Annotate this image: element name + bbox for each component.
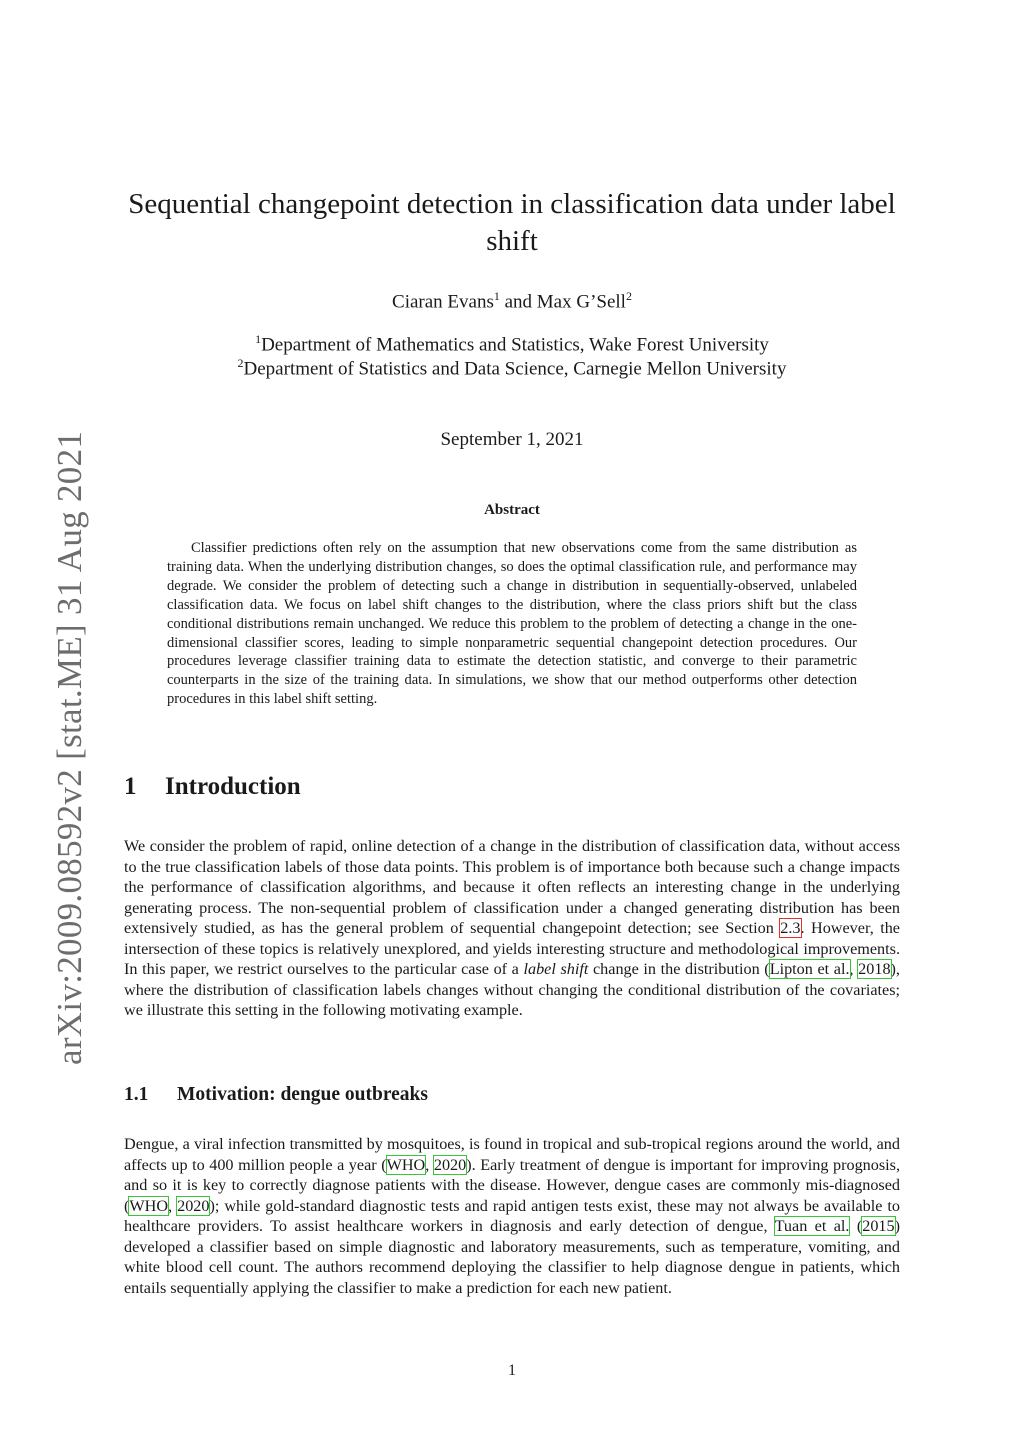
subsection-number: 1.1 bbox=[124, 1084, 149, 1105]
paper-date: September 1, 2021 bbox=[440, 429, 584, 450]
text-run: , bbox=[425, 1155, 434, 1174]
text-run: , bbox=[849, 960, 859, 978]
affiliation bbox=[0, 356, 1024, 380]
text-run: change in the distribution ( bbox=[588, 960, 770, 978]
text-run: . However, the intersection of these topics is relatively unexplored, and yields interesting structure and methodological improvements. In this paper, we restrict ourselves to the particular case of a bbox=[124, 919, 900, 978]
abstract-heading: Abstract bbox=[484, 502, 540, 518]
motivation-paragraph bbox=[124, 1134, 900, 1298]
author-conjunction: and bbox=[499, 291, 537, 313]
abstract-text: Classifier predictions often rely on the assumption that new observations come from the same distribution as training data. When the underlying distribution changes, so does the optimal classification rule, and performance may degrade. We consider the problem of detecting such a change in distribution in sequentially-observed, unlabeled classification data. We focus on label shift changes to the distribution, where the class priors shift but the class conditional distributions remain unchanged. We reduce this problem to the problem of detecting a change in the one-dimensional classifier scores, leading to simple nonparametric sequential changepoint detection procedures. Our procedures leverage classifier training data to estimate the detection statistic, and converge to their parametric counterparts in the size of the training data. In simulations, we show that our method outperforms other detection procedures in this label shift setting. bbox=[167, 540, 857, 708]
affiliation-mark: 2 bbox=[237, 356, 244, 370]
citation-link[interactable]: Lipton et al. bbox=[769, 960, 850, 978]
author-name: Max G’Sell bbox=[536, 291, 626, 313]
section-heading bbox=[124, 773, 301, 801]
text-run: , bbox=[168, 1196, 178, 1215]
section-reference-link[interactable]: 2.3 bbox=[780, 919, 801, 937]
text-run: ); while gold-standard diagnostic tests and rapid antigen tests exist, these may not always be available to healthcare providers. To assist healthcare workers in diagnosis and early detection of dengue, bbox=[124, 1196, 901, 1235]
citation-link[interactable]: 2015 bbox=[862, 1217, 895, 1235]
arxiv-identifier: arXiv:2009.08592v2 [stat.ME] 31 Aug 2021 bbox=[50, 430, 89, 1065]
text-run: Dengue, a viral infection transmitted by mosquitoes, is found in tropical and sub-tropical regions around the world, and affects up to 400 million people a year ( bbox=[124, 1135, 900, 1174]
citation-link[interactable]: WHO bbox=[129, 1196, 169, 1215]
section-number: 1 bbox=[124, 773, 137, 800]
subsection-title: Motivation: dengue outbreaks bbox=[177, 1084, 428, 1105]
text-run: We consider the problem of rapid, online detection of a change in the distribution of classification data, without access to the true classification labels of those data points. This problem is of importance both because such a change impacts the performance of classification algorithms, and because it often reflects an interesting change in the underlying generating process. The non-sequential problem of classification under a changed generating distribution has been extensively studied, as has the general problem of sequential changepoint detection; see Section bbox=[124, 837, 900, 937]
text-run: ) developed a classifier based on simple diagnostic and laboratory measurements, such as temperature, vomiting, and white blood cell count. The authors recommend deploying the classifier to help diagnose dengue in patients, which entails sequentially applying the classifier to make a prediction for each new patient. bbox=[124, 1217, 900, 1297]
citation-link[interactable]: 2020 bbox=[177, 1196, 210, 1215]
affiliation-mark: 1 bbox=[255, 332, 262, 346]
intro-paragraph bbox=[124, 836, 900, 1021]
section-title: Introduction bbox=[165, 773, 301, 800]
citation-link[interactable]: 2020 bbox=[433, 1155, 467, 1174]
author-name: Ciaran Evans bbox=[392, 291, 494, 313]
text-run: ( bbox=[849, 1217, 863, 1235]
citation-link[interactable]: 2018 bbox=[858, 960, 891, 978]
emphasis: label shift bbox=[523, 960, 589, 978]
subsection-heading bbox=[124, 1084, 428, 1106]
text-run: ). Early treatment of dengue is important for improving prognosis, and so it is key to correctly diagnose patients with the disease. However, dengue cases are commonly mis-diagnosed ( bbox=[124, 1155, 901, 1215]
page-number: 1 bbox=[508, 1362, 516, 1379]
author-affil-mark: 2 bbox=[625, 289, 632, 303]
author-affil-mark: 1 bbox=[493, 289, 500, 303]
author-list bbox=[0, 289, 1024, 313]
citation-link[interactable]: WHO bbox=[386, 1155, 426, 1174]
paper-title: Sequential changepoint detection in classification data under label shift bbox=[128, 188, 896, 257]
citation-link[interactable]: Tuan et al. bbox=[774, 1217, 850, 1235]
affiliation bbox=[0, 332, 1024, 356]
affiliation-text: Department of Mathematics and Statistics, Wake Forest University bbox=[261, 334, 769, 356]
text-run: ), where the distribution of classification labels changes without changing the conditional distribution of the covariates; we illustrate this setting in the following motivating example. bbox=[124, 960, 900, 1019]
affiliation-text: Department of Statistics and Data Science, Carnegie Mellon University bbox=[243, 358, 787, 380]
